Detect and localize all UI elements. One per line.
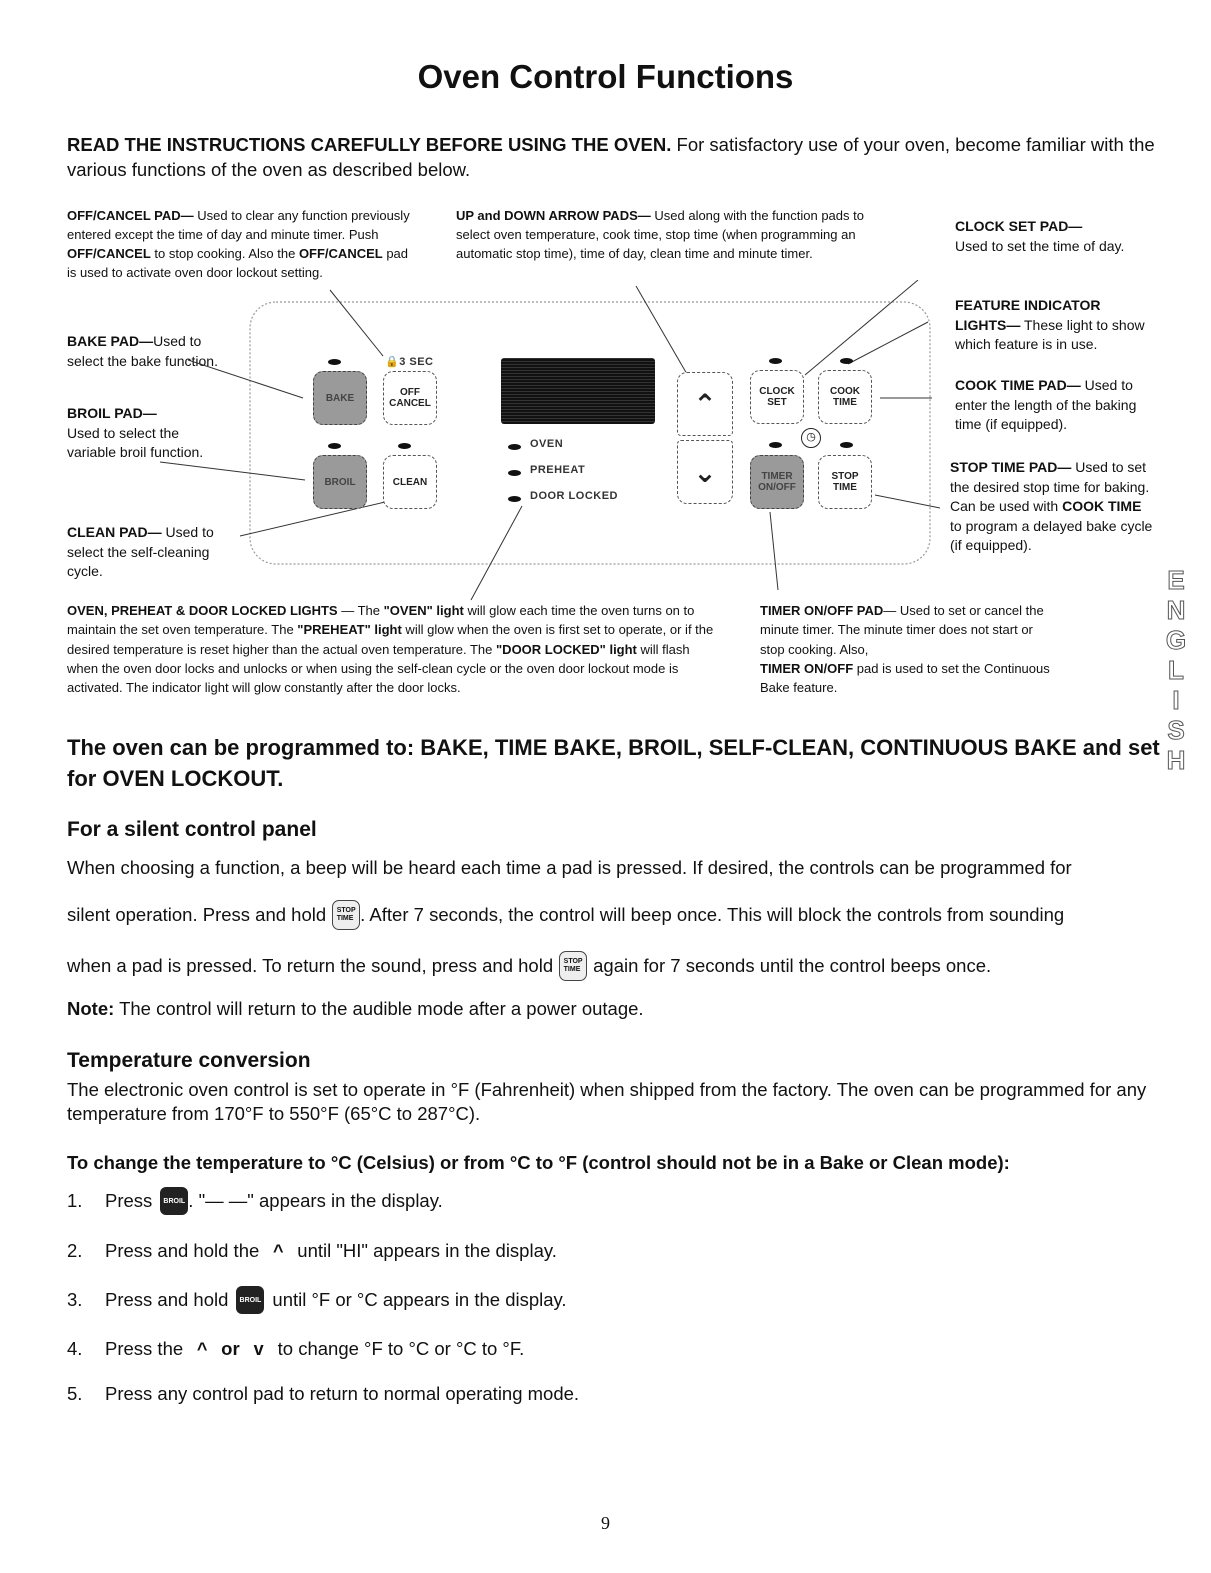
cook-time-pad[interactable]: COOK TIME: [818, 370, 872, 424]
clock-set-pad[interactable]: CLOCK SET: [750, 370, 804, 424]
digital-display: [501, 358, 655, 424]
cook-time-led: [840, 358, 853, 364]
callout-arrows: UP and DOWN ARROW PADS— Used along with the function pads to select oven temperature, cook time, stop time (when programming an automatic stop time), time of day, clean time and minute timer.: [456, 208, 864, 261]
step-4: 4. Press the ^ or v to change °F to °C or °C to °F.: [67, 1338, 525, 1359]
silent-note: Note: The control will return to the audible mode after a power outage.: [67, 998, 644, 1019]
bake-pad[interactable]: BAKE: [313, 371, 367, 425]
intro-warning: READ THE INSTRUCTIONS CAREFULLY BEFORE USING THE OVEN.: [67, 134, 672, 155]
callout-bake: BAKE PAD—Used to select the bake function.: [67, 333, 218, 369]
panel-outline-diagram: [0, 280, 1160, 610]
callout-lights: OVEN, PREHEAT & DOOR LOCKED LIGHTS — The "OVEN" light will glow each time the oven turns on to maintain the set oven temperature. The "PREHEAT" light will glow when the oven is first set to operate, or if the desired temperature is reset higher than the actual oven temperature. The "DOOR LOCKED" light will flash when the oven door locks and unlocks or when using the self-clean cycle or the oven door lockout mode is activated. The indicator light will glow constantly after the door locks.: [67, 603, 714, 696]
temperature-heading: Temperature conversion: [67, 1049, 311, 1072]
broil-pad-icon: BROIL: [236, 1286, 264, 1314]
silent-line-3: when a pad is pressed. To return the sound, press and hold STOP TIME again for 7 seconds until the control beeps once.: [67, 951, 1157, 981]
timer-led: [769, 442, 782, 448]
page-title: Oven Control Functions: [417, 58, 794, 95]
callout-clock-set: CLOCK SET PAD— Used to set the time of day.: [955, 218, 1125, 254]
up-arrow-pad[interactable]: [677, 372, 733, 436]
stop-time-pad-icon: STOP TIME: [559, 951, 587, 981]
stop-time-led: [840, 442, 853, 448]
temperature-text: The electronic oven control is set to operate in °F (Fahrenheit) when shipped from the factory. The oven can be programmed for any temperature from 170°F to 550°F (65°C to 287°C).: [67, 1079, 1147, 1124]
callout-off-cancel: OFF/CANCEL PAD— Used to clear any function previously entered except the time of day and minute timer. Push OFF/CANCEL to stop cooking. Also the OFF/CANCEL pad is used to activate oven door lockout setting.: [67, 208, 410, 280]
stop-time-pad[interactable]: STOP TIME: [818, 455, 872, 509]
timer-on-off-pad[interactable]: TIMER ON/OFF: [750, 455, 804, 509]
clean-pad[interactable]: CLEAN: [383, 455, 437, 509]
callout-feature-lights: FEATURE INDICATOR LIGHTS— These light to show which feature is in use.: [955, 297, 1145, 352]
silent-line-2: silent operation. Press and hold STOP TIME . After 7 seconds, the control will beep once. This will block the controls from sounding: [67, 900, 1157, 930]
step-2: 2. Press and hold the ^ until "HI" appears in the display.: [67, 1240, 557, 1261]
callout-timer: TIMER ON/OFF PAD— Used to set or cancel the minute timer. The minute timer does not start or stop cooking. Also, TIMER ON/OFF pad is used to set the Continuous Bake feature.: [760, 603, 1050, 696]
broil-led: [328, 443, 341, 449]
preheat-lamp-led: [508, 470, 521, 476]
bake-led: [328, 359, 341, 365]
silent-heading: For a silent control panel: [67, 818, 317, 841]
clean-led: [398, 443, 411, 449]
up-arrow-icon: ^: [196, 1338, 208, 1359]
broil-pad-icon: BROIL: [160, 1187, 188, 1215]
silent-line-1: When choosing a function, a beep will be heard each time a pad is pressed. If desired, the controls can be programmed for: [67, 857, 1072, 878]
clock-led: [769, 358, 782, 364]
callout-cook-time: COOK TIME PAD— Used to enter the length of the baking time (if equipped).: [955, 377, 1137, 432]
step-3: 3. Press and hold BROIL until °F or °C appears in the display.: [67, 1285, 567, 1315]
page-number: 9: [601, 1513, 610, 1533]
callout-stop-time: STOP TIME PAD— Used to set the desired stop time for baking. Can be used with COOK TIME to program a delayed bake cycle (if equipped).: [950, 459, 1153, 553]
up-arrow-icon: ⌃: [693, 388, 717, 420]
programmed-summary: The oven can be programmed to: BAKE, TIME BAKE, BROIL, SELF-CLEAN, CONTINUOUS BAKE and set for OVEN LOCKOUT.: [67, 735, 1160, 791]
oven-lamp-led: [508, 444, 521, 450]
step-5: 5. Press any control pad to return to normal operating mode.: [67, 1383, 580, 1404]
intro-paragraph: [67, 132, 1157, 182]
broil-pad[interactable]: BROIL: [313, 455, 367, 509]
door-locked-lamp-led: [508, 496, 521, 502]
stop-time-pad-icon: STOP TIME: [332, 900, 360, 930]
intro-text: For satisfactory use of your oven, become familiar with the various functions of the oven as described below.: [67, 134, 1155, 180]
callout-clean: CLEAN PAD— Used to select the self-cleaning cycle.: [67, 524, 214, 579]
steps-heading: To change the temperature to °C (Celsius) or from °C to °F (control should not be in a Bake or Clean mode):: [67, 1152, 1010, 1173]
oven-lamp-label: OVEN: [530, 438, 564, 450]
down-arrow-icon: v: [253, 1338, 264, 1359]
clock-icon: ◷: [801, 428, 821, 448]
lock-label: 🔒3 SEC: [385, 356, 434, 368]
up-arrow-icon: ^: [273, 1240, 284, 1261]
step-1: 1. Press BROIL . "— —" appears in the display.: [67, 1186, 443, 1216]
off-cancel-pad[interactable]: OFF CANCEL: [383, 371, 437, 425]
door-locked-lamp-label: DOOR LOCKED: [530, 490, 618, 502]
preheat-lamp-label: PREHEAT: [530, 464, 586, 476]
down-arrow-pad[interactable]: [677, 440, 733, 504]
callout-broil: BROIL PAD— Used to select the variable broil function.: [67, 405, 204, 460]
down-arrow-icon: ⌄: [693, 456, 717, 488]
side-language-tab: E N G L I S H: [1165, 565, 1187, 775]
